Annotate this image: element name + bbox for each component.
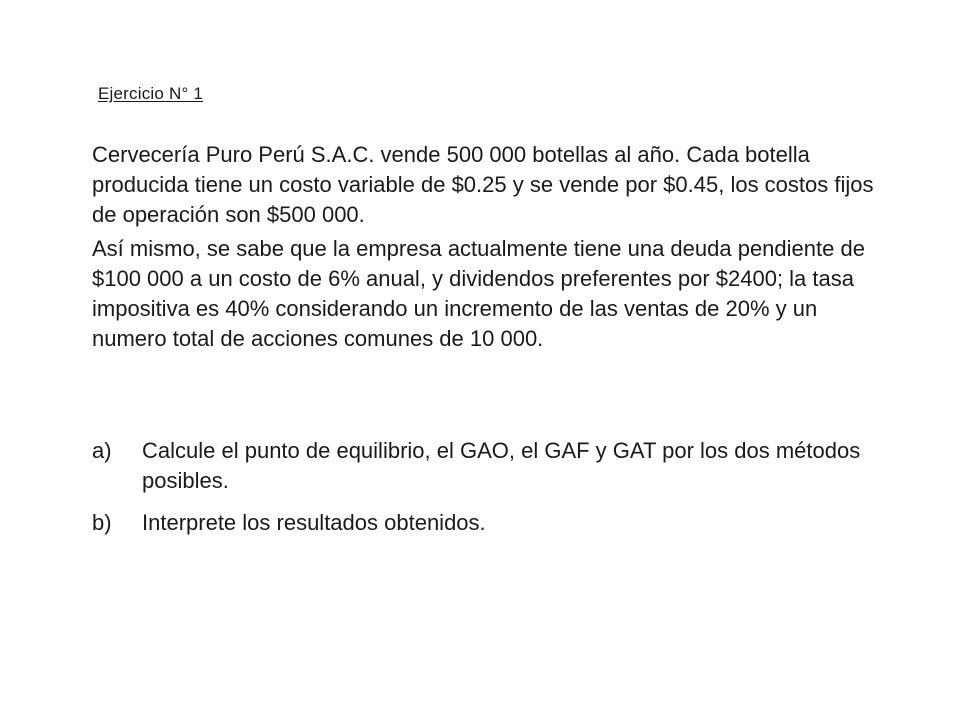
question-list-b bbox=[92, 508, 882, 538]
paragraph-additional-info: Así mismo, se sabe que la empresa actualmente tiene una deuda pendiente de $100 000 a un costo de 6% anual, y dividendos preferentes por $2400; la tasa impositiva es 40% considerando un incremento de las ventas de 20% y un numero total de acciones comunes de 10 000. bbox=[92, 236, 865, 351]
exercise-title: Ejercicio N° 1 bbox=[98, 84, 204, 103]
question-text: Calcule el punto de equilibrio, el GAO, el GAF y GAT por los dos métodos posibles. bbox=[142, 438, 861, 493]
question-list-a bbox=[92, 436, 882, 496]
question-marker: a) bbox=[92, 438, 112, 463]
question-text: Interprete los resultados obtenidos. bbox=[142, 510, 486, 535]
question-item-b bbox=[92, 508, 882, 538]
question-item-a bbox=[92, 436, 882, 496]
paragraph-problem-statement: Cervecería Puro Perú S.A.C. vende 500 000 botellas al año. Cada botella producida tiene un costo variable de $0.25 y se vende por $0.45, los costos fijos de operación son $500 000. bbox=[92, 142, 874, 227]
question-marker: b) bbox=[92, 510, 112, 535]
